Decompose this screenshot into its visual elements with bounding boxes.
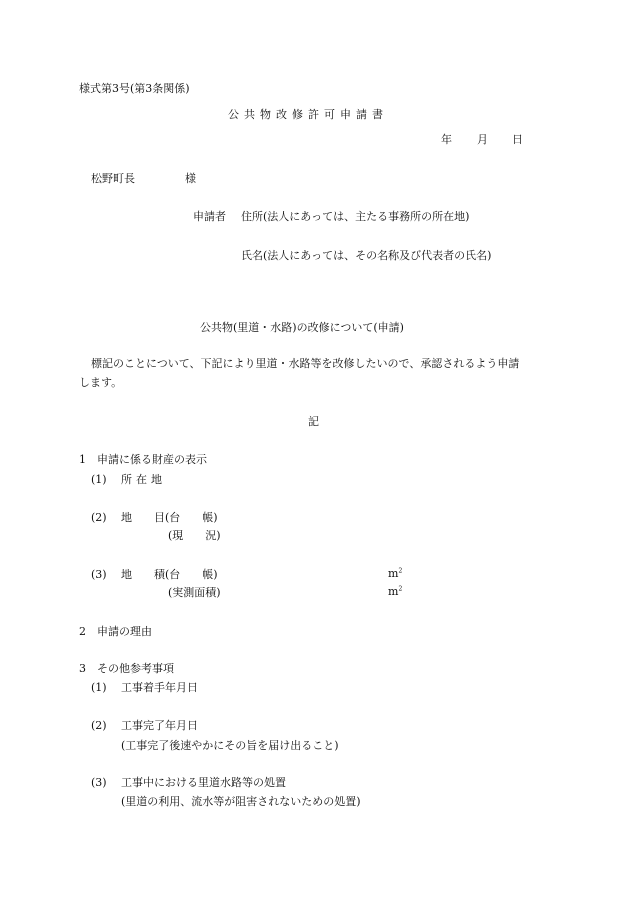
s3-item1-num: (1)	[91, 681, 107, 694]
applicant-name: 氏名(法人にあっては、その名称及び代表者の氏名)	[241, 249, 492, 262]
chiseki-label: 地 積(台 帳)	[121, 568, 218, 581]
applicant-label: 申請者	[193, 210, 226, 223]
addressee-honorific: 様	[185, 172, 196, 185]
applicant-address: 住所(法人にあっては、主たる事務所の所在地)	[241, 210, 470, 223]
chiseki-sub: (実測面積)	[168, 586, 221, 599]
date-day: 日	[512, 133, 523, 146]
chiseki-unit-2: $m^2$	[388, 585, 403, 598]
body-line-1: 標記のことについて、下記により里道・水路等を改修したいので、承認されるよう申請	[91, 357, 520, 370]
s3-item3-num: (3)	[91, 776, 107, 789]
s3-item3-note: (里道の利用、流水等が阻害されないための処置)	[121, 795, 361, 808]
location-label: 所在地	[121, 473, 166, 486]
s3-item1-label: 工事着手年月日	[121, 681, 198, 694]
section1-heading: 1 申請に係る財産の表示	[79, 453, 207, 466]
document-title: 公共物改修許可申請書	[228, 108, 388, 121]
date-year: 年	[441, 133, 452, 146]
chimoku-label: 地 目(台 帳)	[121, 511, 218, 524]
section2-heading: 2 申請の理由	[79, 625, 152, 638]
chiseki-unit-1: $m^2$	[388, 567, 403, 580]
chimoku-sub: (現 況)	[168, 529, 221, 542]
s3-item2-note: (工事完了後速やかにその旨を届け出ること)	[121, 739, 339, 752]
body-line-2: します。	[79, 376, 123, 389]
s3-item3-label: 工事中における里道水路等の処置	[121, 776, 286, 789]
location-num: (1)	[91, 473, 107, 486]
s3-item2-label: 工事完了年月日	[121, 719, 198, 732]
date-month: 月	[477, 133, 488, 146]
addressee-name: 松野町長	[91, 172, 135, 185]
ki-heading: 記	[308, 415, 319, 428]
subject-line: 公共物(里道・水路)の改修について(申請)	[200, 321, 404, 334]
section3-heading: 3 その他参考事項	[79, 662, 174, 675]
chimoku-num: (2)	[91, 511, 107, 524]
chiseki-num: (3)	[91, 568, 107, 581]
s3-item2-num: (2)	[91, 719, 107, 732]
form-number: 様式第3号(第3条関係)	[79, 82, 190, 95]
